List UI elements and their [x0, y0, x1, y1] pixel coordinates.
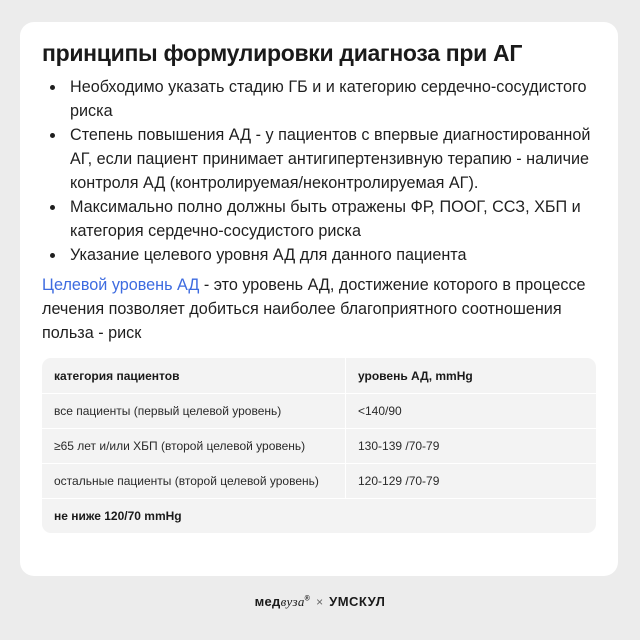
bullet-dot-icon: [50, 133, 55, 138]
target-bp-table: [42, 358, 596, 533]
table-cell-bp-level: 120-129 /70-79: [346, 463, 596, 498]
cross-icon: ×: [316, 595, 324, 609]
bullet-dot-icon: [50, 85, 55, 90]
list-item: Степень повышения АД - у пациентов с впервые диагностированной АГ, если пациент принимает антигипертензивную терапию - наличие контроля АД (контролируемая/неконтролируемая АГ).: [42, 123, 596, 195]
column-header-category: категория пациентов: [42, 358, 346, 393]
table-row: [42, 463, 596, 498]
table-cell-category: ≥65 лет и/или ХБП (второй целевой уровень): [42, 428, 346, 463]
list-item: Максимально полно должны быть отражены ФР, ПООГ, ССЗ, ХБП и категория сердечно-сосудистого риска: [42, 195, 596, 243]
list-item: Необходимо указать стадию ГБ и и категорию сердечно-сосудистого риска: [42, 75, 596, 123]
table-row: [42, 428, 596, 463]
table-footer-note: не ниже 120/70 mmHg: [42, 498, 596, 533]
definition-text: - это уровень АД, достижение которого в процессе лечения позволяет добиться наиболее благоприятного соотношения польза - риск: [42, 276, 586, 342]
bullet-list: [42, 75, 596, 267]
list-item: Указание целевого уровня АД для данного пациента: [42, 243, 596, 267]
brand-footer: [0, 594, 640, 610]
bullet-dot-icon: [50, 205, 55, 210]
table-cell-bp-level: 130-139 /70-79: [346, 428, 596, 463]
column-header-bp-level: уровень АД, mmHg: [358, 368, 473, 383]
table-footer-row: [42, 498, 596, 533]
table-cell-bp-level: <140/90: [346, 393, 596, 428]
table-cell-category: остальные пациенты (второй целевой уровень): [42, 463, 346, 498]
definition-paragraph: [42, 273, 596, 345]
definition-term: Целевой уровень АД: [42, 276, 200, 294]
table-cell-category: все пациенты (первый целевой уровень): [42, 393, 346, 428]
umskul-logo: УМСКУЛ: [329, 594, 386, 609]
page-title: принципы формулировки диагноза при АГ: [42, 40, 523, 66]
medvuza-logo: медвуза®: [254, 594, 311, 609]
bullet-dot-icon: [50, 253, 55, 258]
table-header-row: [42, 358, 596, 393]
table-row: [42, 393, 596, 428]
content-card: [20, 22, 618, 576]
